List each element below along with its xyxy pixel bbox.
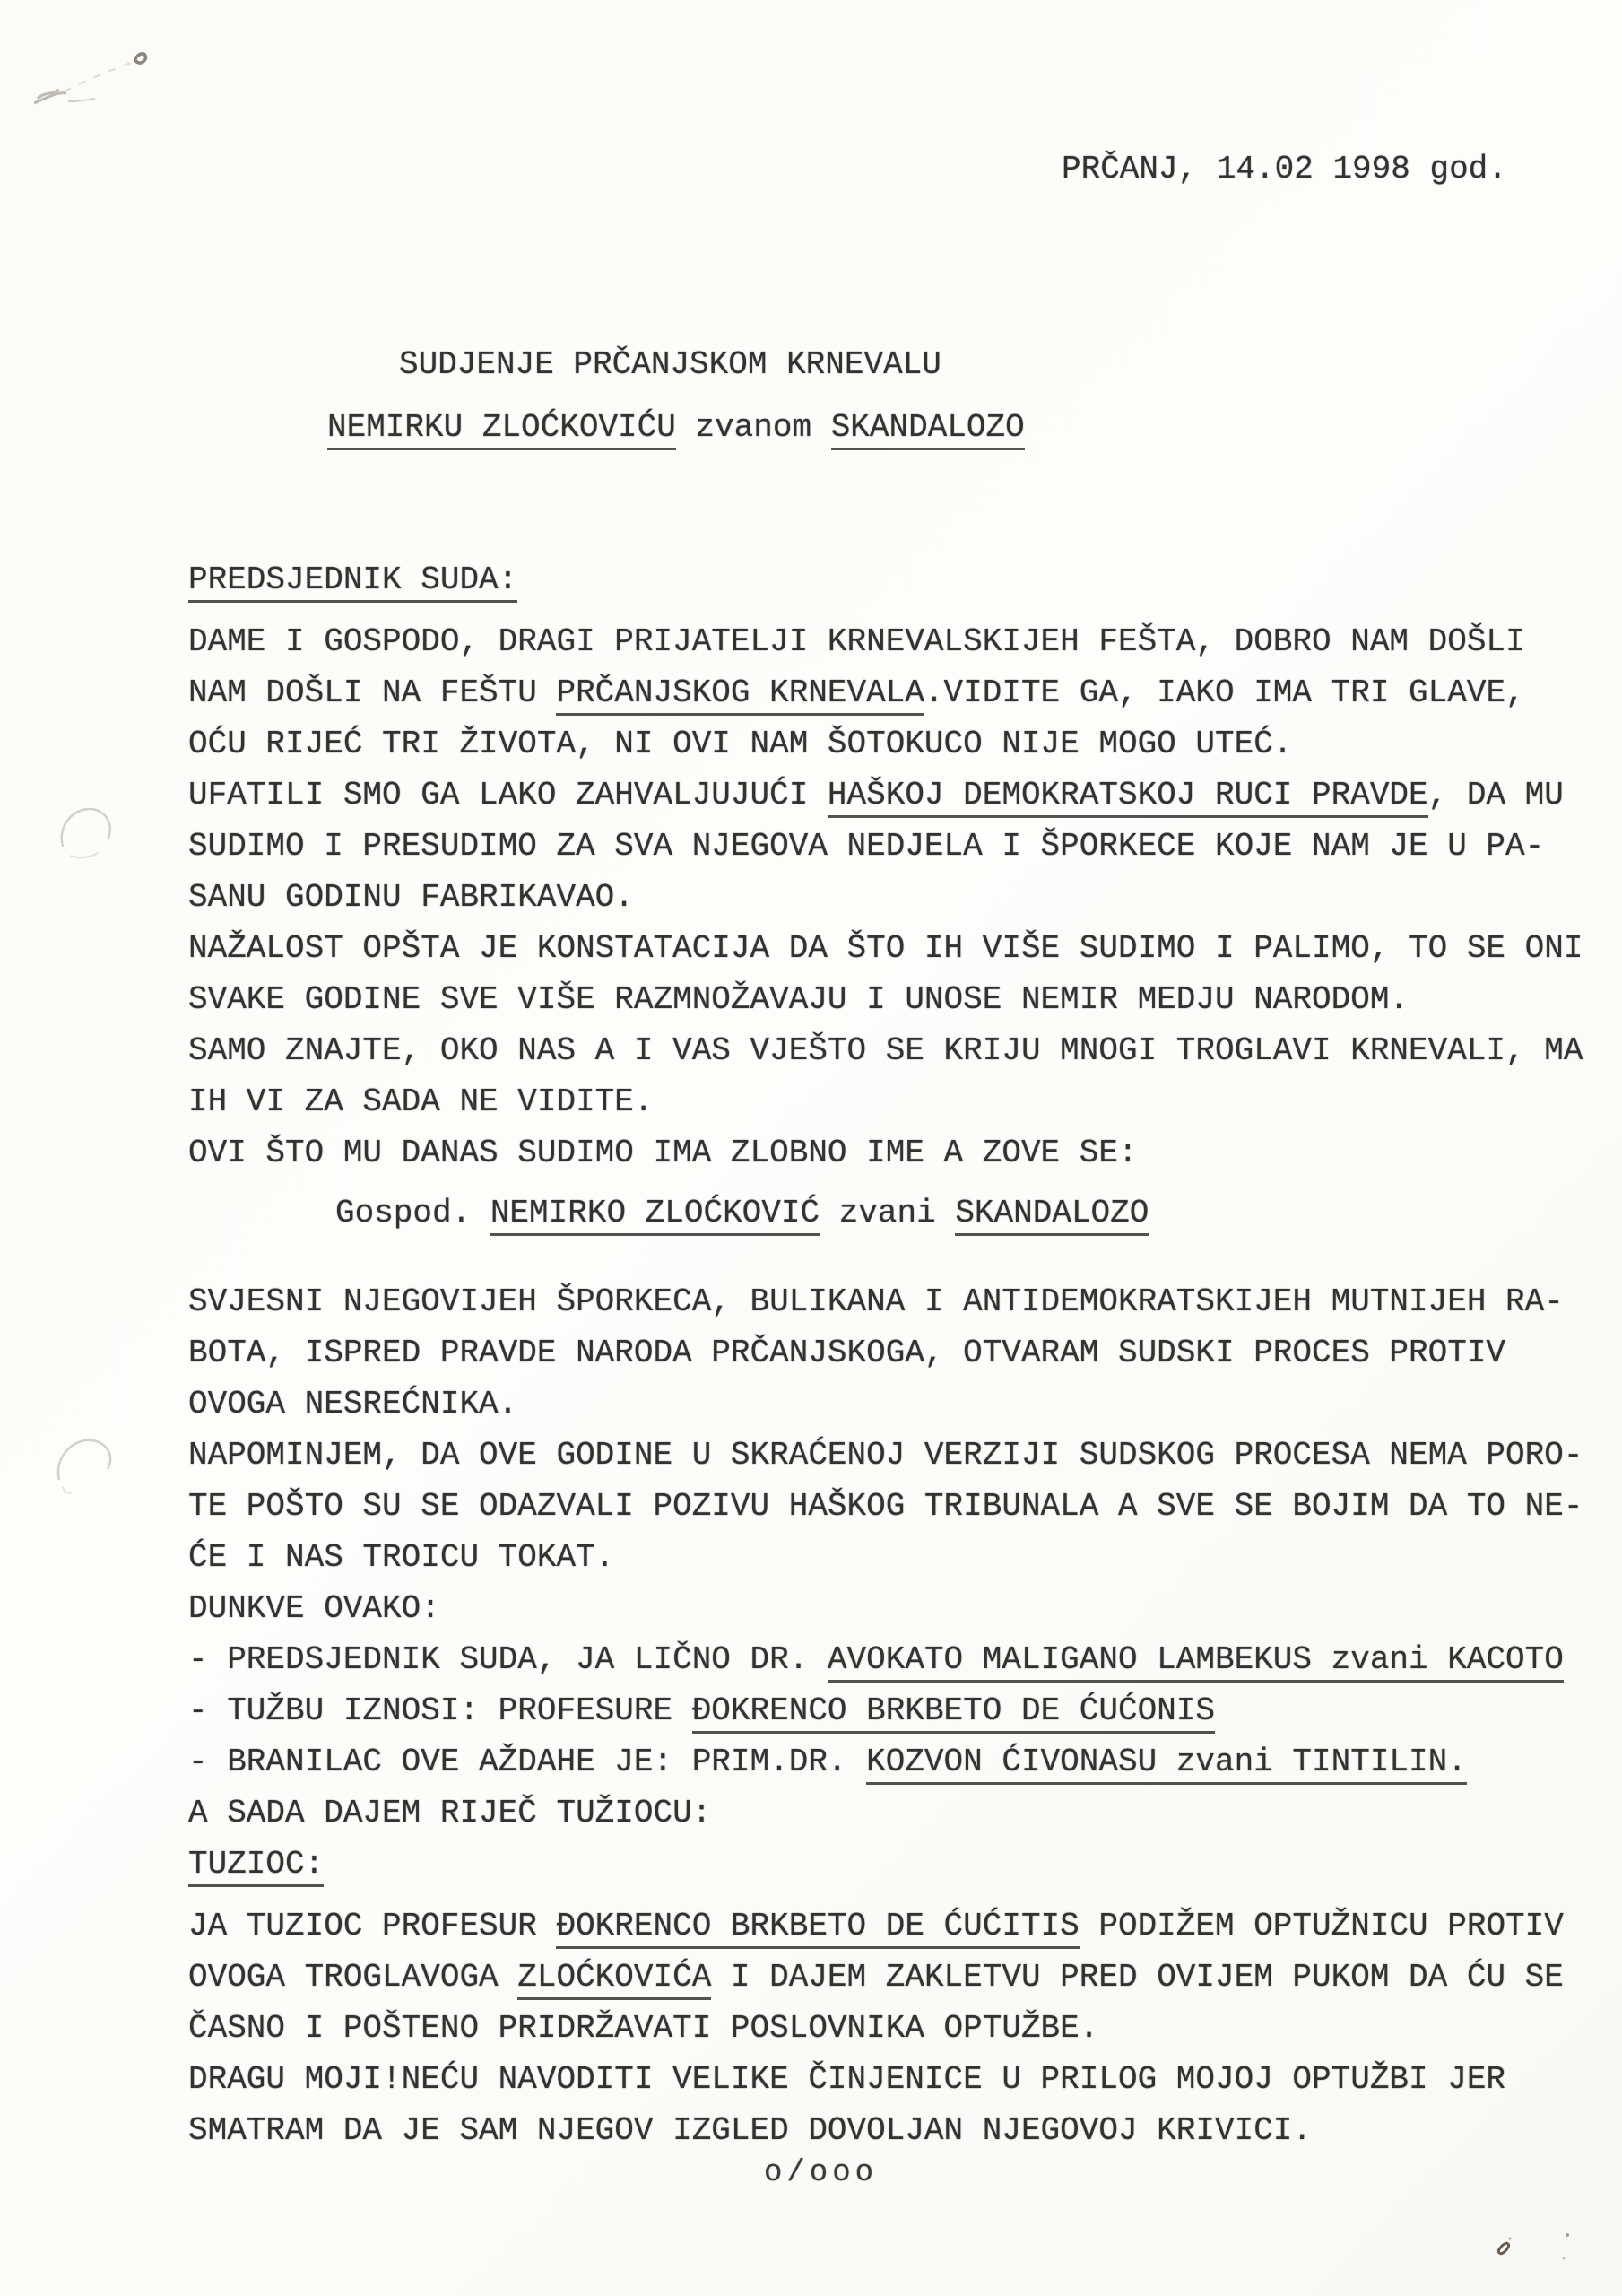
text-segment: , DA MU xyxy=(1427,777,1564,813)
text-segment: UFATILI SMO GA LAKO ZAHVALJUJUĆI xyxy=(188,777,828,813)
body-line xyxy=(188,2003,1622,2054)
body-line xyxy=(188,923,1622,974)
text-segment: BOTA, ISPRED PRAVDE NARODA PRČANJSKOGA, OTVARAM SUDSKI PROCES PROTIV xyxy=(188,1335,1506,1371)
text-segment: SVJESNI NJEGOVIJEH ŠPORKECA, BULIKANA I ANTIDEMOKRATSKIJEH MUTNIJEH RA- xyxy=(188,1283,1564,1320)
underlined-text-segment: PRČANJSKOG KRNEVALA xyxy=(556,674,924,716)
body-line xyxy=(188,1787,1622,1839)
underlined-text-segment: NEMIRKO ZLOĆKOVIĆ xyxy=(490,1195,820,1236)
body-line xyxy=(188,974,1622,1025)
body-line xyxy=(188,2105,1622,2156)
underlined-text-segment: HAŠKOJ DEMOKRATSKOJ RUCI PRAVDE xyxy=(828,777,1428,818)
title-line-1 xyxy=(327,334,1025,396)
underlined-text-segment: SKANDALOZO xyxy=(955,1195,1149,1236)
text-segment: zvani xyxy=(820,1195,956,1231)
text-segment: NAŽALOST OPŠTA JE KONSTATACIJA DA ŠTO IH VIŠE SUDIMO I PALIMO, TO SE ONI xyxy=(188,930,1583,967)
underlined-text-segment: AVOKATO MALIGANO LAMBEKUS zvani KACOTO xyxy=(828,1641,1564,1683)
text-segment: zvanom xyxy=(675,409,831,446)
underlined-text-segment: KOZVON ĆIVONASU zvani TINTILIN. xyxy=(866,1744,1467,1785)
list-item xyxy=(188,1634,1622,1685)
body-line xyxy=(188,2054,1622,2105)
body-line xyxy=(188,872,1622,923)
body-line xyxy=(188,821,1622,872)
text-segment: OVOGA NESREĆNIKA. xyxy=(188,1386,518,1422)
text-segment: I DAJEM ZAKLETVU PRED OVIJEM PUKOM DA ĆU SE xyxy=(711,1959,1564,1996)
pencil-squiggle-mark xyxy=(13,16,237,124)
body-line xyxy=(188,667,1622,718)
body-line xyxy=(188,1900,1622,1952)
text-segment: DRAGU MOJI!NEĆU NAVODITI VELIKE ČINJENICE U PRILOG MOJOJ OPTUŽBI JER xyxy=(188,2061,1506,2098)
list-item xyxy=(188,1685,1622,1736)
body-line xyxy=(188,1327,1622,1378)
underlined-text-segment: SKANDALOZO xyxy=(831,409,1025,450)
body-line xyxy=(188,1430,1622,1481)
body-line xyxy=(188,1532,1622,1583)
page-continuation-mark: o/ooo xyxy=(764,2156,879,2190)
text-segment: - TUŽBU IZNOSI: PROFESURE xyxy=(188,1692,692,1729)
scan-speck-marks xyxy=(1479,2224,1596,2278)
text-segment: TE POŠTO SU SE ODAZVALI POZIVU HAŠKOG TRIBUNALA A SVE SE BOJIM DA TO NE- xyxy=(188,1488,1583,1525)
text-segment: SVAKE GODINE SVE VIŠE RAZMNOŽAVAJU I UNOSE NEMIR MEDJU NARODOM. xyxy=(188,981,1409,1018)
section-heading-tuzioc xyxy=(188,1839,1622,1890)
text-segment: SUDIMO I PRESUDIMO ZA SVA NJEGOVA NEDJELA I ŠPORKECE KOJE NAM JE U PA- xyxy=(188,828,1545,865)
body-line xyxy=(188,616,1622,667)
body-line xyxy=(188,718,1622,770)
underlined-text-segment: ĐOKRENCO BRKBETO DE ĆUĆITIS xyxy=(556,1908,1079,1949)
text-segment: SAMO ZNAJTE, OKO NAS A I VAS VJEŠTO SE KRIJU MNOGI TROGLAVI KRNEVALI, MA xyxy=(188,1032,1583,1069)
text-segment: OĆU RIJEĆ TRI ŽIVOTA, NI OVI NAM ŠOTOKUCO NIJE MOGO UTEĆ. xyxy=(188,726,1293,762)
body-line xyxy=(188,1378,1622,1430)
text-segment: SMATRAM DA JE SAM NJEGOV IZGLED DOVOLJAN NJEGOVOJ KRIVICI. xyxy=(188,2112,1313,2149)
document-body xyxy=(188,554,1622,2156)
body-line xyxy=(188,1952,1622,2003)
underlined-text-segment: NEMIRKU ZLOĆKOVIĆU xyxy=(327,409,676,450)
text-segment: PODIŽEM OPTUŽNICU PROTIV xyxy=(1079,1908,1564,1944)
text-segment: Gospod. xyxy=(335,1195,490,1231)
margin-arc-mark xyxy=(50,1431,126,1507)
text-segment: NAM DOŠLI NA FEŠTU xyxy=(188,674,557,711)
text-segment: DUNKVE OVAKO: xyxy=(188,1590,440,1627)
text-segment: A SADA DAJEM RIJEČ TUŽIOCU: xyxy=(188,1795,712,1831)
text-segment: DAME I GOSPODO, DRAGI PRIJATELJI KRNEVALSKIJEH FEŠTA, DOBRO NAM DOŠLI xyxy=(188,623,1525,660)
text-segment: ČASNO I POŠTENO PRIDRŽAVATI POSLOVNIKA OPTUŽBE. xyxy=(188,2010,1099,2047)
list-item xyxy=(188,1736,1622,1787)
body-line xyxy=(188,1481,1622,1532)
underlined-text-segment: ZLOĆKOVIĆA xyxy=(517,1959,711,2000)
text-segment: OVI ŠTO MU DANAS SUDIMO IMA ZLOBNO IME A ZOVE SE: xyxy=(188,1135,1138,1171)
text-segment: ĆE I NAS TROICU TOKAT. xyxy=(188,1539,615,1576)
section-heading-predsjednik xyxy=(188,554,1622,605)
body-line xyxy=(188,1025,1622,1076)
date-line: PRČANJ, 14.02 1998 god. xyxy=(1062,151,1507,187)
text-segment: SUDJENJE PRČANJSKOM KRNEVALU xyxy=(399,346,941,383)
title-line-2 xyxy=(327,396,1025,459)
text-segment: - BRANILAC OVE AŽDAHE JE: PRIM.DR. xyxy=(188,1744,867,1780)
underlined-text-segment: PREDSJEDNIK SUDA: xyxy=(188,561,517,603)
text-segment: OVOGA TROGLAVOGA xyxy=(188,1959,518,1996)
document-title xyxy=(327,334,1025,459)
underlined-text-segment: TUZIOC: xyxy=(188,1846,324,1887)
margin-arc-mark xyxy=(52,800,124,872)
text-segment: IH VI ZA SADA NE VIDITE. xyxy=(188,1083,654,1120)
body-line xyxy=(188,1583,1622,1634)
body-line xyxy=(188,1127,1622,1178)
body-line xyxy=(188,1276,1622,1327)
text-segment: SANU GODINU FABRIKAVAO. xyxy=(188,879,634,916)
underlined-text-segment: ĐOKRENCO BRKBETO DE ĆUĆONIS xyxy=(692,1692,1215,1734)
text-segment: - PREDSJEDNIK SUDA, JA LIČNO DR. xyxy=(188,1641,828,1678)
body-line xyxy=(188,1076,1622,1127)
text-segment: JA TUZIOC PROFESUR xyxy=(188,1908,557,1944)
body-line xyxy=(188,770,1622,821)
text-segment: .VIDITE GA, IAKO IMA TRI GLAVE, xyxy=(924,674,1525,711)
defendant-line xyxy=(188,1187,1622,1239)
text-segment: NAPOMINJEM, DA OVE GODINE U SKRAĆENOJ VERZIJI SUDSKOG PROCESA NEMA PORO- xyxy=(188,1437,1583,1474)
